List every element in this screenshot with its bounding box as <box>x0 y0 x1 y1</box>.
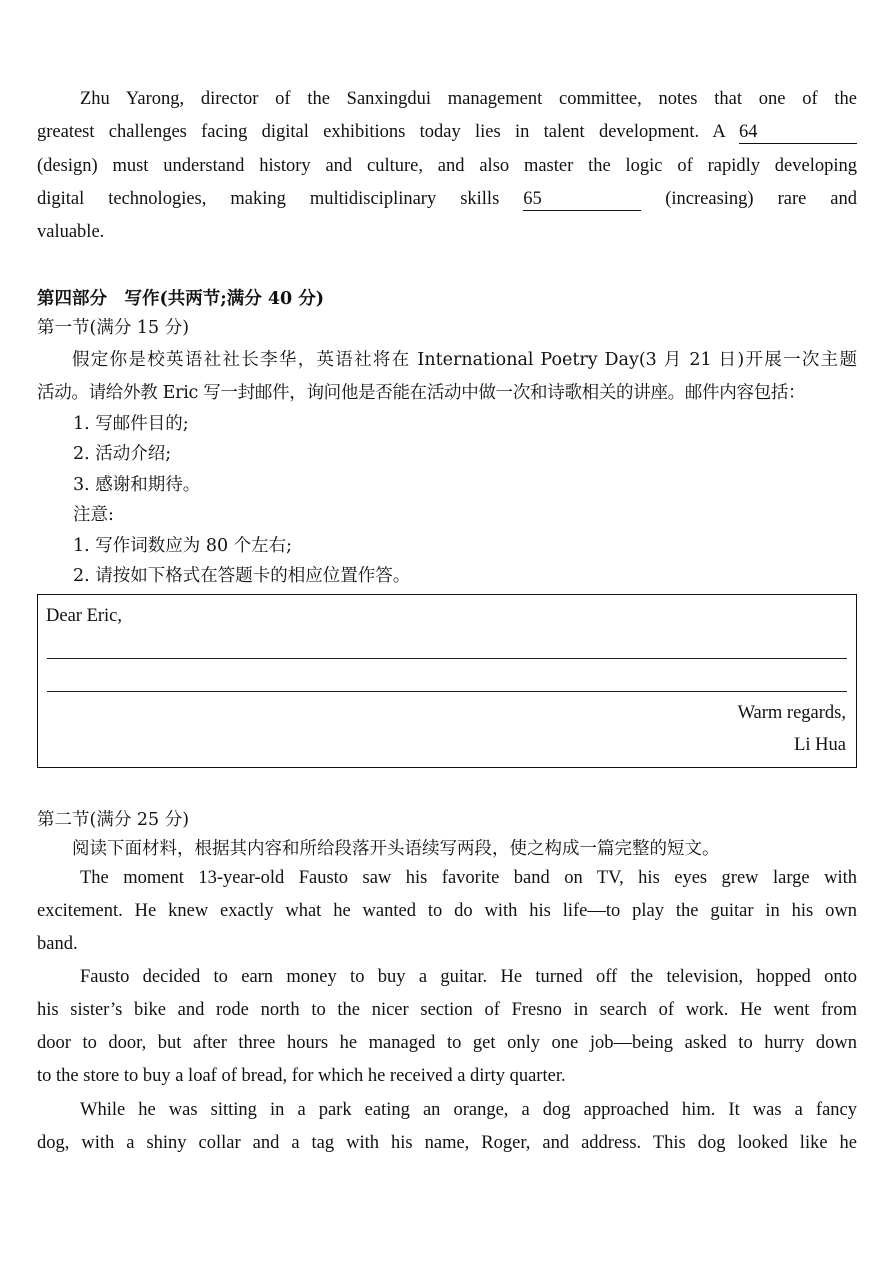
letter-signature: Li Hua <box>794 735 846 755</box>
task-line: 假定你是校英语社社长李华，英语社将在 International Poetry Day(3 月 21 日)开展一次主题 <box>72 350 857 370</box>
task-line: 活动。请给外教 Eric 写一封邮件，询问他是否能在活动中做一次和诗歌相关的讲座。邮件内容包括： <box>37 383 806 403</box>
writing-line[interactable] <box>47 691 847 692</box>
letter-closing: Warm regards, <box>737 703 846 723</box>
story-line: While he was sitting in a park eating an orange, a dog approached him. It was a fancy <box>80 1100 857 1120</box>
section1-heading: 第一节(满分 15 分) <box>37 318 190 338</box>
passage-line: (design) must understand history and culture, and also master the logic of rapidly developing <box>37 156 857 176</box>
passage-line: valuable. <box>37 222 105 242</box>
blank-64[interactable]: 64 <box>739 121 857 144</box>
notice-item: 2. 请按如下格式在答题卡的相应位置作答。 <box>73 566 411 586</box>
passage-line: greatest challenges facing digital exhibitions today lies in talent development. A 64 <box>37 116 857 149</box>
story-line: to the store to buy a loaf of bread, for which he received a dirty quarter. <box>37 1066 566 1086</box>
letter-answer-box[interactable] <box>37 594 857 768</box>
story-line: excitement. He knew exactly what he wanted to do with his life—to play the guitar in his own <box>37 901 857 921</box>
story-line: The moment 13-year-old Fausto saw his favorite band on TV, his eyes grew large with <box>80 868 857 888</box>
part4-heading: 第四部分 写作(共两节;满分 40 分) <box>37 289 325 309</box>
content-item: 3. 感谢和期待。 <box>73 475 201 495</box>
section2-heading: 第二节(满分 25 分) <box>37 810 190 830</box>
notice-label: 注意: <box>73 505 114 525</box>
blank-65[interactable]: 65 <box>523 188 641 211</box>
content-item: 1. 写邮件目的; <box>73 414 189 434</box>
letter-greeting: Dear Eric, <box>46 606 123 626</box>
story-line: door to door, but after three hours he managed to get only one job—being asked to hurry down <box>37 1033 857 1053</box>
passage-line: Zhu Yarong, director of the Sanxingdui management committee, notes that one of the <box>80 89 857 109</box>
notice-item: 1. 写作词数应为 80 个左右; <box>73 536 293 556</box>
content-item: 2. 活动介绍; <box>73 444 172 464</box>
story-line: dog, with a shiny collar and a tag with his name, Roger, and address. This dog looked like he <box>37 1133 857 1153</box>
story-line: Fausto decided to earn money to buy a guitar. He turned off the television, hopped onto <box>80 967 857 987</box>
story-line: his sister’s bike and rode north to the nicer section of Fresno in search of work. He went from <box>37 1000 857 1020</box>
writing-line[interactable] <box>47 658 847 659</box>
section2-instruction: 阅读下面材料，根据其内容和所给段落开头语续写两段，使之构成一篇完整的短文。 <box>72 839 720 859</box>
story-line: band. <box>37 934 78 954</box>
passage-line: digital technologies, making multidisciplinary skills 65 (increasing) rare and <box>37 189 858 209</box>
